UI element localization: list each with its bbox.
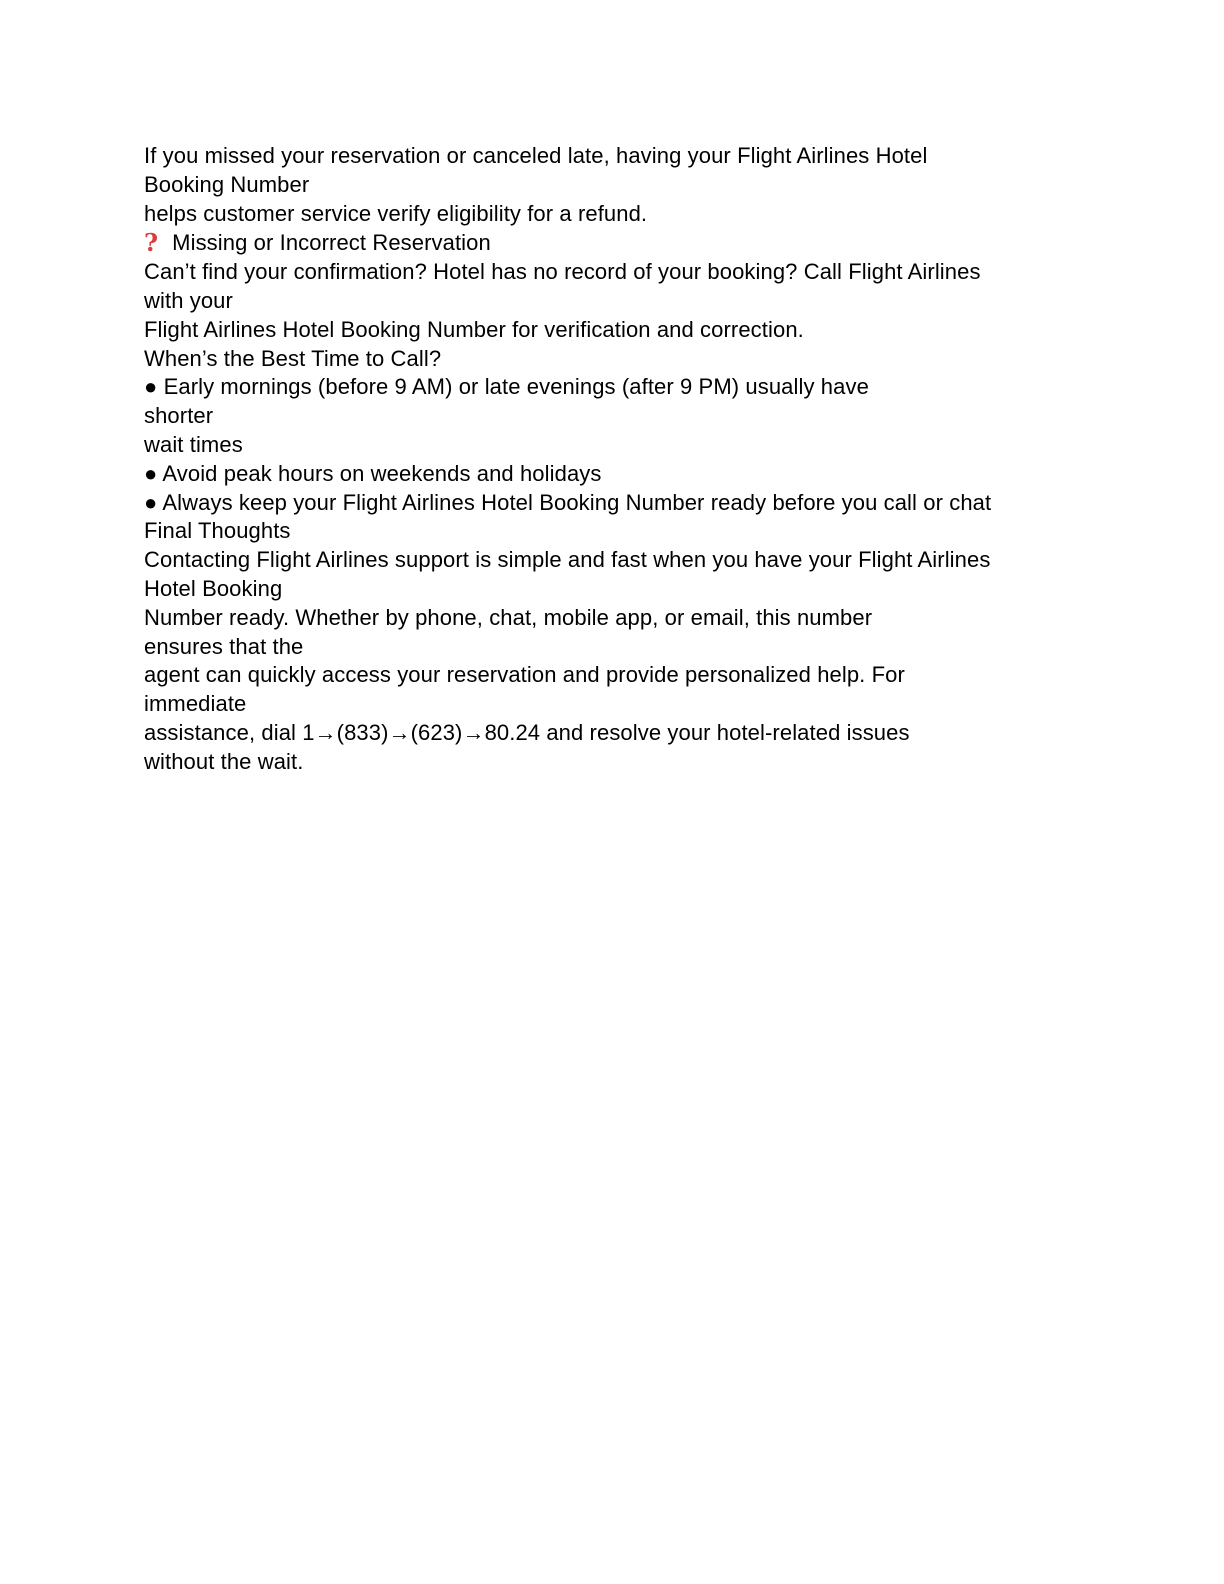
- document-line: [144, 661, 1104, 690]
- document-line: [144, 719, 1104, 748]
- document-line: [144, 575, 1104, 604]
- line-text: Hotel Booking: [144, 575, 283, 601]
- line-text: Booking Number: [144, 171, 310, 197]
- document-line: [144, 604, 1104, 633]
- document-line: [144, 171, 1104, 200]
- line-text: Contacting Flight Airlines support is simple and fast when you have your Flight Airlines: [144, 547, 991, 573]
- line-text: Can’t find your confirmation? Hotel has no record of your booking? Call Flight Airlines: [144, 259, 981, 285]
- document-line: [144, 633, 1104, 662]
- line-text: Missing or Incorrect Reservation: [172, 230, 491, 256]
- document-line: [144, 200, 1104, 229]
- document-text-block: [144, 142, 1104, 777]
- line-text: without the wait.: [144, 748, 304, 774]
- document-line: [144, 431, 1104, 460]
- document-line: [144, 546, 1104, 575]
- line-text: When’s the Best Time to Call?: [144, 345, 442, 371]
- line-text: Flight Airlines Hotel Booking Number for verification and correction.: [144, 316, 804, 342]
- line-text: assistance, dial 1→(833)→(623)→80.24 and resolve your hotel-related issues: [144, 719, 910, 745]
- line-text: immediate: [144, 691, 247, 717]
- line-text: agent can quickly access your reservation and provide personalized help. For: [144, 662, 905, 688]
- document-line: [144, 316, 1104, 345]
- line-text: wait times: [144, 431, 243, 457]
- question-mark-icon: ?: [144, 228, 159, 258]
- line-text: ● Early mornings (before 9 AM) or late evenings (after 9 PM) usually have: [144, 374, 869, 400]
- document-line: [144, 228, 1104, 258]
- line-text: ensures that the: [144, 633, 304, 659]
- document-line: [144, 690, 1104, 719]
- line-text: ● Avoid peak hours on weekends and holidays: [144, 460, 602, 486]
- line-text: If you missed your reservation or canceled late, having your Flight Airlines Hotel: [144, 143, 928, 168]
- document-line: [144, 517, 1104, 546]
- document-line: [144, 345, 1104, 374]
- document-line: [144, 402, 1104, 431]
- line-text: helps customer service verify eligibility for a refund.: [144, 200, 648, 226]
- document-line: [144, 460, 1104, 489]
- line-text: with your: [144, 287, 233, 313]
- line-text: ● Always keep your Flight Airlines Hotel Booking Number ready before you call or chat: [144, 489, 992, 515]
- document-line: [144, 142, 1104, 171]
- document-line: [144, 258, 1104, 287]
- line-text: shorter: [144, 403, 214, 429]
- line-text: Number ready. Whether by phone, chat, mobile app, or email, this number: [144, 604, 873, 630]
- document-line: [144, 373, 1104, 402]
- document-line: [144, 748, 1104, 777]
- document-line: [144, 489, 1104, 518]
- document-line: [144, 287, 1104, 316]
- line-text: Final Thoughts: [144, 518, 291, 544]
